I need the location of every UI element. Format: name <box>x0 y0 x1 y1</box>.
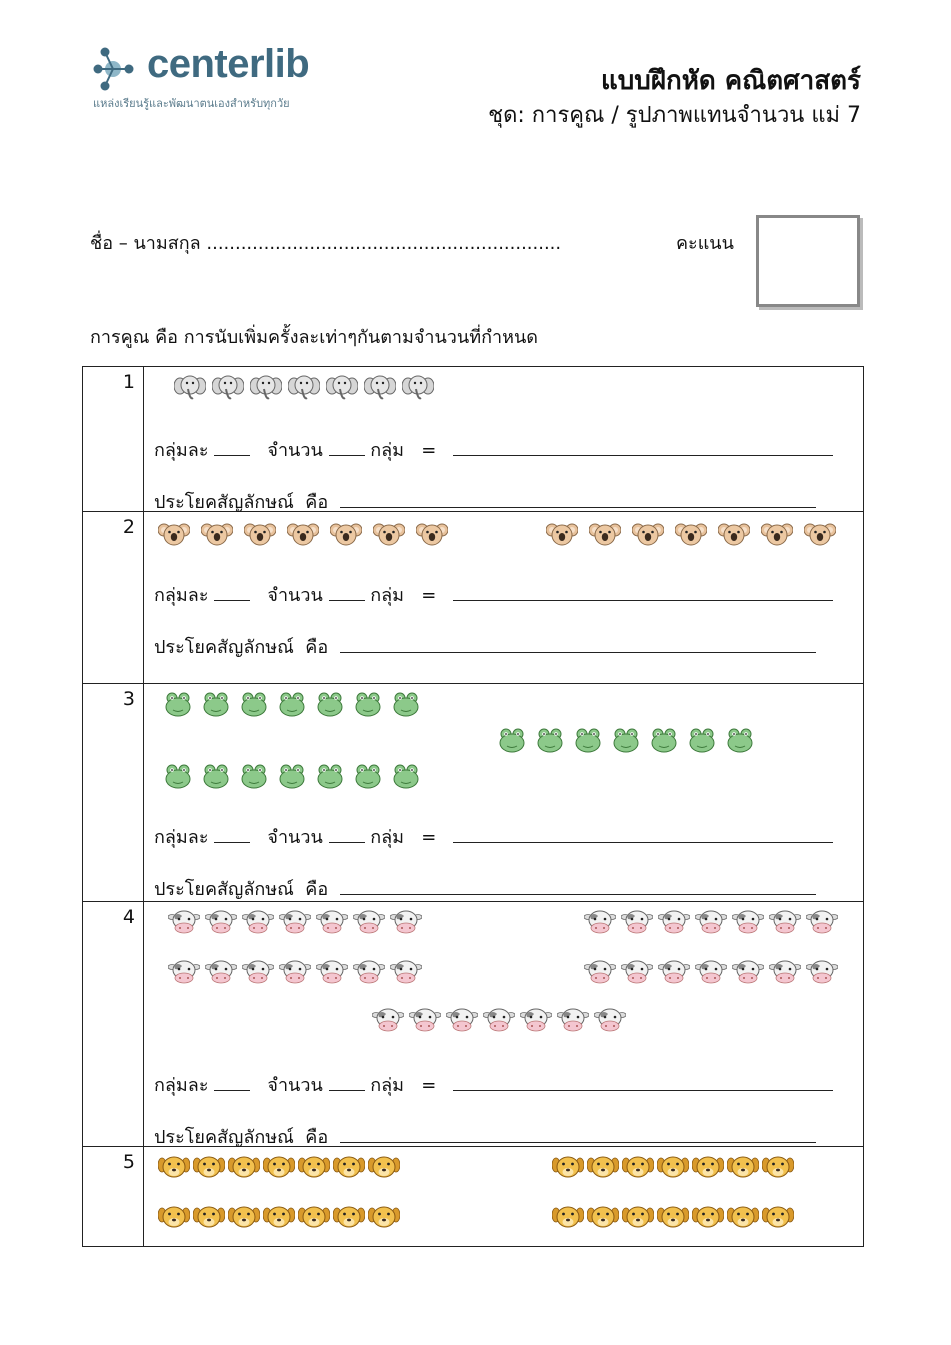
koala-icon <box>632 520 664 548</box>
cow-icon <box>695 958 727 986</box>
amount-label: จำนวน <box>267 827 323 848</box>
koala-icon <box>589 520 621 548</box>
cow-icon <box>806 908 838 936</box>
cow-icon <box>316 958 348 986</box>
dog-icon <box>368 1203 400 1231</box>
exercise-table <box>82 366 864 1247</box>
cow-icon <box>242 958 274 986</box>
group-each-label: กลุ่มละ <box>154 827 209 848</box>
group-each-label: กลุ่มละ <box>154 440 209 461</box>
frog-icon <box>610 726 642 754</box>
koala-icon <box>804 520 836 548</box>
dog-icon <box>657 1203 689 1231</box>
frog-icon <box>724 726 756 754</box>
grouping-line <box>154 435 833 464</box>
frog-icon <box>352 690 384 718</box>
frog-icon <box>686 726 718 754</box>
amount-label: จำนวน <box>267 1075 323 1096</box>
picture-group <box>158 520 448 548</box>
sentence-label: ประโยคสัญลักษณ์ <box>154 879 294 900</box>
picture-group <box>162 762 422 790</box>
cow-icon <box>769 958 801 986</box>
grouping-line <box>154 822 833 851</box>
dog-icon <box>228 1203 260 1231</box>
group-label: กลุ่ม <box>370 440 405 461</box>
cow-icon <box>769 908 801 936</box>
frog-icon <box>200 690 232 718</box>
dog-icon <box>193 1153 225 1181</box>
cow-icon <box>372 1006 404 1034</box>
dog-icon <box>727 1203 759 1231</box>
dog-icon <box>298 1153 330 1181</box>
amount-label: จำนวน <box>267 585 323 606</box>
koala-icon <box>675 520 707 548</box>
sentence-line <box>154 874 816 903</box>
picture-group <box>174 373 434 401</box>
equals-sign: = <box>421 585 437 606</box>
cow-icon <box>621 908 653 936</box>
cow-icon <box>353 958 385 986</box>
frog-icon <box>314 762 346 790</box>
definition-text: การคูณ คือ การนับเพิ่มครั้งละเท่าๆกันตามจำนวนที่กำหนด <box>90 327 538 348</box>
dog-icon <box>158 1203 190 1231</box>
group-each-label: กลุ่มละ <box>154 585 209 606</box>
picture-group <box>158 1203 400 1231</box>
picture-group <box>168 958 422 986</box>
cow-icon <box>409 1006 441 1034</box>
group-label: กลุ่ม <box>370 585 405 606</box>
answer-blank[interactable] <box>329 824 365 843</box>
page-title: แบบฝึกหัด คณิตศาสตร์ <box>600 66 861 96</box>
dog-icon <box>762 1153 794 1181</box>
koala-icon <box>158 520 190 548</box>
frog-icon <box>352 762 384 790</box>
answer-blank[interactable] <box>453 582 833 601</box>
question-row-3 <box>83 684 864 902</box>
logo-name: centerlib <box>147 42 310 86</box>
question-row-2 <box>83 512 864 684</box>
cow-icon <box>557 1006 589 1034</box>
elephant-icon <box>288 373 320 401</box>
picture-group <box>496 726 756 754</box>
picture-group <box>168 908 422 936</box>
cow-icon <box>205 908 237 936</box>
picture-group <box>584 908 838 936</box>
koala-icon <box>761 520 793 548</box>
frog-icon <box>238 690 270 718</box>
cow-icon <box>390 958 422 986</box>
page-subtitle: ชุด: การคูณ / รูปภาพแทนจำนวน แม่ 7 <box>488 103 861 128</box>
cow-icon <box>806 958 838 986</box>
picture-group <box>372 1006 626 1034</box>
group-label: กลุ่ม <box>370 827 405 848</box>
dog-icon <box>622 1203 654 1231</box>
elephant-icon <box>326 373 358 401</box>
dog-icon <box>298 1203 330 1231</box>
equals-sign: = <box>421 440 437 461</box>
cow-icon <box>732 958 764 986</box>
koala-icon <box>330 520 362 548</box>
cow-icon <box>168 958 200 986</box>
picture-group <box>158 1153 400 1181</box>
student-name-field[interactable]: ชื่อ – นามสกุล .............................................................. <box>90 233 562 254</box>
answer-blank[interactable] <box>329 582 365 601</box>
frog-icon <box>648 726 680 754</box>
dog-icon <box>657 1153 689 1181</box>
cow-icon <box>316 908 348 936</box>
dog-icon <box>158 1153 190 1181</box>
cow-icon <box>584 958 616 986</box>
answer-blank[interactable] <box>340 489 816 508</box>
cow-icon <box>390 908 422 936</box>
is-label: คือ <box>305 879 329 900</box>
question-row-4 <box>83 902 864 1147</box>
answer-blank[interactable] <box>329 1072 365 1091</box>
koala-icon <box>201 520 233 548</box>
picture-group <box>162 690 422 718</box>
logo-icon <box>93 42 145 94</box>
dog-icon <box>692 1203 724 1231</box>
logo <box>93 42 353 122</box>
koala-icon <box>546 520 578 548</box>
cow-icon <box>279 908 311 936</box>
answer-blank[interactable] <box>214 1072 250 1091</box>
dog-icon <box>228 1153 260 1181</box>
amount-label: จำนวน <box>267 440 323 461</box>
picture-group <box>552 1203 794 1231</box>
sentence-label: ประโยคสัญลักษณ์ <box>154 1127 294 1148</box>
answer-blank[interactable] <box>214 437 250 456</box>
dog-icon <box>762 1203 794 1231</box>
picture-group <box>546 520 836 548</box>
koala-icon <box>244 520 276 548</box>
frog-icon <box>390 690 422 718</box>
dog-icon <box>692 1153 724 1181</box>
score-box[interactable] <box>756 215 860 307</box>
cow-icon <box>594 1006 626 1034</box>
dog-icon <box>727 1153 759 1181</box>
is-label: คือ <box>305 492 329 513</box>
frog-icon <box>572 726 604 754</box>
cow-icon <box>279 958 311 986</box>
equals-sign: = <box>421 1075 437 1096</box>
sentence-label: ประโยคสัญลักษณ์ <box>154 637 294 658</box>
cow-icon <box>520 1006 552 1034</box>
elephant-icon <box>174 373 206 401</box>
frog-icon <box>200 762 232 790</box>
dog-icon <box>587 1153 619 1181</box>
cow-icon <box>205 958 237 986</box>
score-label: คะแนน <box>676 233 734 254</box>
answer-blank[interactable] <box>453 824 833 843</box>
dog-icon <box>333 1153 365 1181</box>
sentence-label: ประโยคสัญลักษณ์ <box>154 492 294 513</box>
elephant-icon <box>250 373 282 401</box>
frog-icon <box>390 762 422 790</box>
grouping-line <box>154 1070 833 1099</box>
elephant-icon <box>212 373 244 401</box>
question-number: 2 <box>122 516 135 538</box>
cow-icon <box>584 908 616 936</box>
answer-blank[interactable] <box>214 824 250 843</box>
answer-blank[interactable] <box>340 1124 816 1143</box>
picture-group <box>584 958 838 986</box>
cow-icon <box>621 958 653 986</box>
dog-icon <box>193 1203 225 1231</box>
question-number: 4 <box>122 906 135 928</box>
frog-icon <box>314 690 346 718</box>
koala-icon <box>416 520 448 548</box>
is-label: คือ <box>305 637 329 658</box>
grouping-line <box>154 580 833 609</box>
picture-group <box>552 1153 794 1181</box>
dog-icon <box>552 1203 584 1231</box>
elephant-icon <box>364 373 396 401</box>
sentence-line <box>154 632 816 661</box>
answer-blank[interactable] <box>214 582 250 601</box>
dog-icon <box>552 1153 584 1181</box>
koala-icon <box>718 520 750 548</box>
question-number: 3 <box>122 688 135 710</box>
group-each-label: กลุ่มละ <box>154 1075 209 1096</box>
elephant-icon <box>402 373 434 401</box>
koala-icon <box>287 520 319 548</box>
question-number: 5 <box>122 1151 135 1173</box>
koala-icon <box>373 520 405 548</box>
frog-icon <box>276 690 308 718</box>
cow-icon <box>168 908 200 936</box>
answer-blank[interactable] <box>453 1072 833 1091</box>
frog-icon <box>496 726 528 754</box>
cow-icon <box>695 908 727 936</box>
cow-icon <box>732 908 764 936</box>
logo-tagline: แหล่งเรียนรู้และพัฒนาตนเองสำหรับทุกวัย <box>93 97 290 110</box>
question-row-5 <box>83 1147 864 1247</box>
frog-icon <box>162 762 194 790</box>
cow-icon <box>658 908 690 936</box>
dog-icon <box>333 1203 365 1231</box>
answer-blank[interactable] <box>329 437 365 456</box>
frog-icon <box>238 762 270 790</box>
group-label: กลุ่ม <box>370 1075 405 1096</box>
cow-icon <box>446 1006 478 1034</box>
cow-icon <box>658 958 690 986</box>
frog-icon <box>276 762 308 790</box>
question-number: 1 <box>122 371 135 393</box>
answer-blank[interactable] <box>340 876 816 895</box>
answer-blank[interactable] <box>453 437 833 456</box>
dog-icon <box>587 1203 619 1231</box>
answer-blank[interactable] <box>340 634 816 653</box>
dog-icon <box>263 1203 295 1231</box>
question-row-1 <box>83 367 864 512</box>
dog-icon <box>622 1153 654 1181</box>
is-label: คือ <box>305 1127 329 1148</box>
cow-icon <box>483 1006 515 1034</box>
frog-icon <box>534 726 566 754</box>
dog-icon <box>263 1153 295 1181</box>
cow-icon <box>353 908 385 936</box>
frog-icon <box>162 690 194 718</box>
cow-icon <box>242 908 274 936</box>
equals-sign: = <box>421 827 437 848</box>
dog-icon <box>368 1153 400 1181</box>
